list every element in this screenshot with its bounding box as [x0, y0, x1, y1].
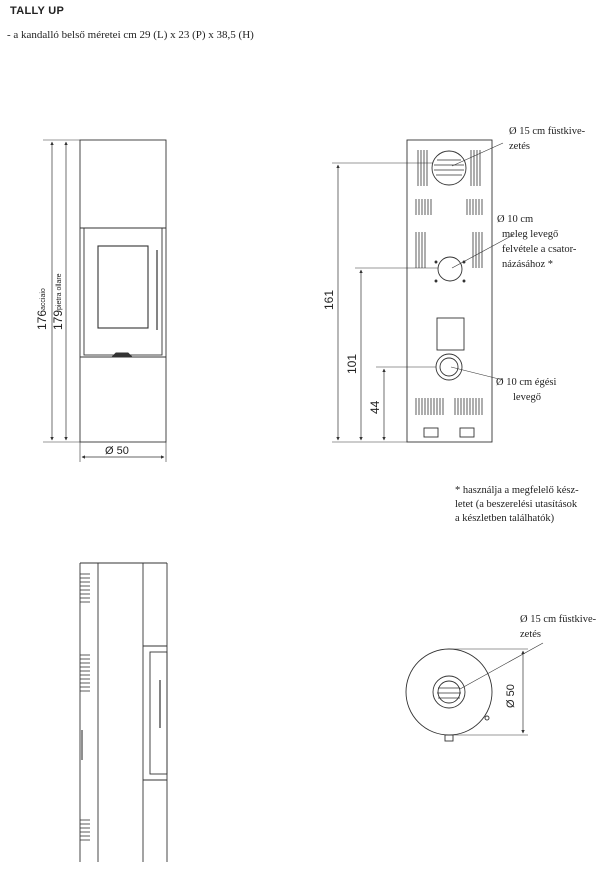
svg-text:zetés: zetés: [509, 141, 530, 152]
warm-air-outlet-label: [497, 214, 577, 270]
smoke-outlet-grille: [434, 160, 464, 175]
rear-foot-left: [424, 428, 438, 437]
rear-foot-right: [460, 428, 474, 437]
door-outline: [84, 228, 162, 355]
side-door-section: [150, 652, 167, 774]
front-height-dimension-stone: [51, 273, 65, 330]
top-smoke-outlet-label: [520, 614, 597, 640]
kit-footnote: * használja a megfelelő kész- letet (a beszerelési utasítások a készletben találhatók): [455, 485, 579, 524]
combustion-air-inlet-inner: [440, 358, 458, 376]
top-smoke-outlet-inner: [438, 681, 460, 703]
top-diameter-dimension: Ø 50: [505, 684, 517, 708]
top-vent-slots: [418, 150, 480, 186]
top-body-circle: [406, 649, 492, 735]
top-view: [406, 643, 543, 741]
top-rear-tab: [445, 735, 453, 741]
svg-text:Ø 15 cm füstkive-: Ø 15 cm füstkive-: [509, 126, 586, 137]
side-view: [80, 563, 167, 862]
dim-179: 179: [51, 309, 65, 330]
svg-text:levegő: levegő: [513, 392, 541, 403]
rear-view: [332, 140, 513, 442]
svg-text:názásához *: názásához *: [502, 259, 554, 270]
dim-44: 44: [368, 400, 382, 414]
smoke-outlet-circle: [432, 151, 466, 185]
side-vent-slots: [80, 574, 90, 840]
rear-inspection-panel: [437, 318, 464, 350]
page-title: TALLY UP: [10, 5, 65, 17]
dim-101: 101: [345, 353, 359, 374]
svg-text:Ø 15 cm füstkive-: Ø 15 cm füstkive-: [520, 614, 597, 625]
rear-smoke-outlet-label: [509, 126, 586, 152]
stove-body-outline: [80, 140, 166, 442]
firebox-dimensions-text: - a kandalló belső méretei cm 29 (L) x 23 (P) x 38,5 (H): [7, 29, 254, 41]
dim-161: 161: [322, 289, 336, 310]
warm-air-outlet-circle: [438, 257, 462, 281]
dim-176: 176: [35, 309, 49, 330]
svg-text:felvétele a csator-: felvétele a csator-: [502, 244, 577, 255]
dim-176-label: acciaio: [40, 288, 47, 310]
svg-text:Ø 10 cm égési: Ø 10 cm égési: [496, 377, 557, 388]
front-height-dimension: [35, 288, 49, 330]
dim-179-label: pietra ollare: [56, 273, 63, 310]
svg-text:meleg levegő: meleg levegő: [502, 229, 559, 240]
svg-text:zetés: zetés: [520, 629, 541, 640]
svg-text:Ø 10 cm: Ø 10 cm: [497, 214, 534, 225]
glass-window: [98, 246, 148, 328]
front-width-dimension: Ø 50: [105, 445, 129, 457]
bottom-vent-slots: [416, 398, 482, 415]
middle-vent-slots: [416, 199, 482, 268]
handle-mark: [112, 353, 132, 357]
combustion-air-label: [496, 377, 556, 403]
